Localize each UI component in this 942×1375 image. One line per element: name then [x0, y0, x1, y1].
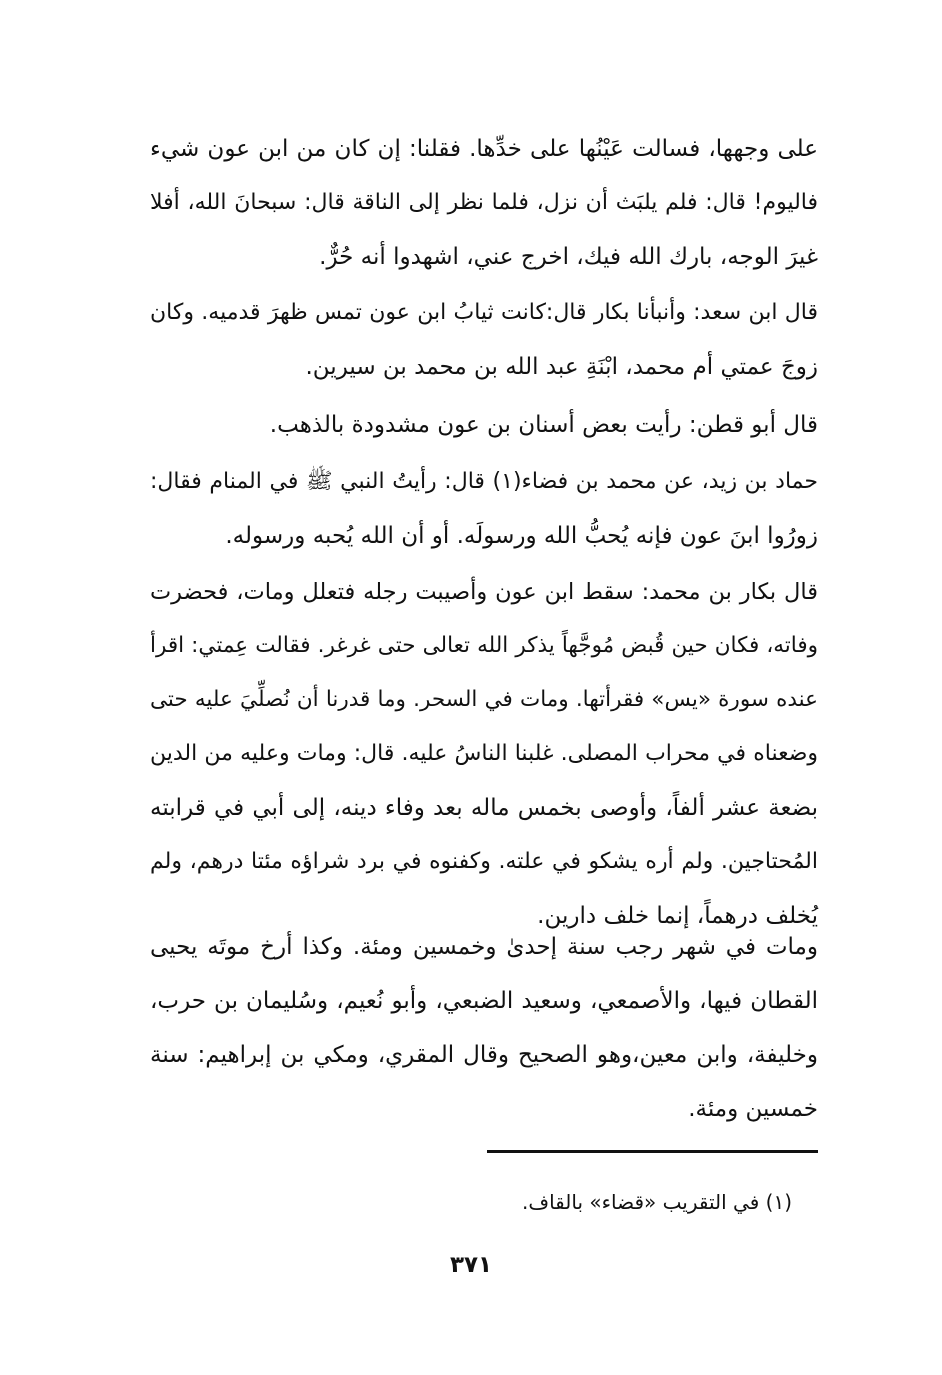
- text-line: يُخلف درهماً، إنما خلف دارين.: [537, 903, 818, 929]
- text-line: خمسين ومئة.: [688, 1096, 818, 1122]
- paragraph-1: [150, 122, 818, 284]
- text-line: غيرَ الوجه، بارك الله فيك، اخرج عني، اشهدوا أنه حُرٌّ.: [319, 244, 818, 270]
- text-line: زورُوا ابنَ عون فإنه يُحبُّ الله ورسولَه. أو أن الله يُحبه ورسوله.: [225, 523, 818, 549]
- text-line: وفاته، فكان حين قُبض مُوجَّهاً يذكر الله تعالى حتى غرغر. فقالت عِمتي: اقرأ: [150, 633, 818, 658]
- text-line: فاليوم! قال: فلم يلبَث أن نزل، فلما نظر إلى الناقة قال: سبحانَ الله، أفلا: [150, 190, 818, 215]
- text-line: عنده سورة «يس» فقرأتها. ومات في السحر. وما قدرنا أن نُصلِّيَ عليه حتى: [150, 687, 818, 712]
- footnote: (١) في التقريب «قضاء» بالقاف.: [522, 1190, 792, 1214]
- paragraph-5: [150, 565, 818, 943]
- text-line: حماد بن زيد، عن محمد بن فضاء(١) قال: رأيتُ النبي ﷺ في المنام فقال:: [150, 469, 818, 494]
- text-line: قال بكار بن محمد: سقط ابن عون وأصيبت رجله فتعلل ومات، فحضرت: [150, 579, 818, 605]
- text-line: بضعة عشر ألفاً، وأوصى بخمس ماله بعد وفاء دينه، إلى أبي في قرابته: [150, 795, 818, 821]
- paragraph-6: [150, 920, 818, 1136]
- footnote-divider: [487, 1150, 818, 1153]
- text-line: قال ابن سعد: وأنبأنا بكار قال:كانت ثيابُ ابن عون تمس ظهرَ قدميه. وكان: [150, 300, 818, 325]
- paragraph-4: [150, 455, 818, 563]
- text-line: قال أبو قطن: رأيت بعض أسنان بن عون مشدودة بالذهب.: [269, 412, 818, 438]
- text-line: زوجَ عمتي أم محمد، ابْنَةِ عبد الله بن محمد بن سيرين.: [305, 354, 818, 380]
- page-number: ٣٧١: [449, 1252, 493, 1278]
- text-line: المُحتاجين. ولم أره يشكو في علته. وكفنوه في برد شراؤه مئتا درهم، ولم: [150, 849, 818, 874]
- paragraph-2: [150, 286, 818, 394]
- text-line: على وجهها، فسالت عَيْنُها على خدِّها. فقلنا: إن كان من ابن عون شيء: [150, 136, 818, 162]
- text-line: وخليفة، وابن معين،وهو الصحيح وقال المقري، ومكي بن إبراهيم: سنة: [150, 1042, 818, 1068]
- text-line: وضعناه في محراب المصلى. غلبنا الناسُ عليه. قال: ومات وعليه من الدين: [150, 741, 818, 766]
- paragraph-3: [150, 398, 818, 452]
- text-line: القطان فيها، والأصمعي، وسعيد الضبعي، وأبو نُعيم، وسُليمان بن حرب،: [150, 988, 818, 1014]
- text-line: ومات في شهر رجب سنة إحدىٰ وخمسين ومئة. وكذا أرخ موتَه يحيى: [150, 934, 818, 960]
